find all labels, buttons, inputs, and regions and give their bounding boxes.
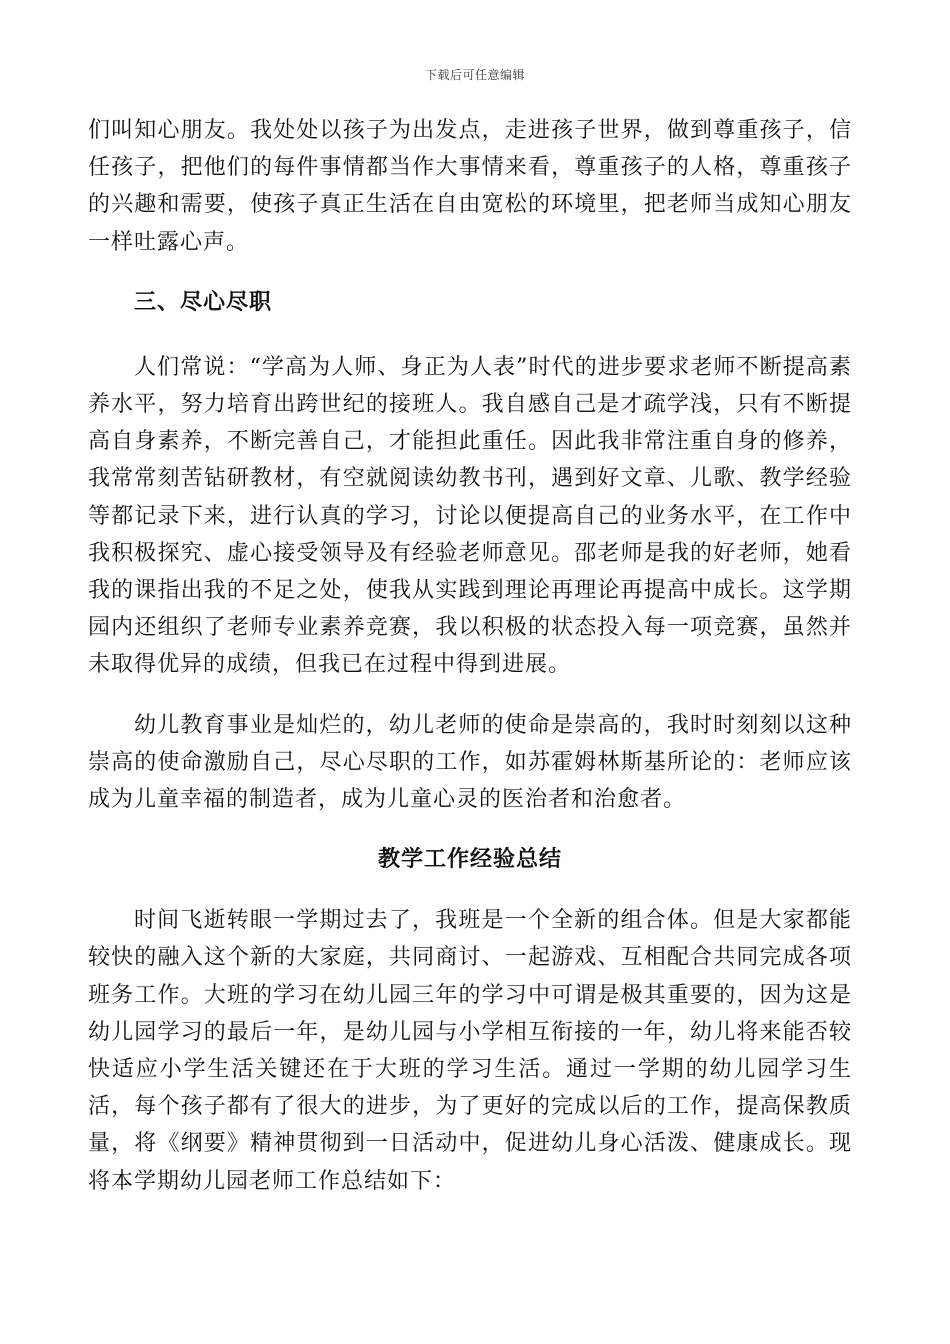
section-heading-3: 三、尽心尽职 — [134, 288, 273, 315]
document-body — [88, 112, 852, 1200]
document-title: 教学工作经验总结 — [377, 846, 562, 873]
paragraph-continuation: 们叫知心朋友。我处处以孩子为出发点，走进孩子世界，做到尊重孩子，信任孩子，把他们的每件事情都当作大事情来看，尊重孩子的人格，尊重孩子的兴趣和需要，使孩子真正生活在自由宽松的环境里，把老师当成知心朋友一样吐露心声。 — [88, 118, 852, 255]
page-header: 下载后可任意编辑 — [424, 68, 525, 82]
paragraph-mission: 幼儿教育事业是灿烂的，幼儿老师的使命是崇高的，我时时刻刻以这种崇高的使命激励自己，尽心尽职的工作，如苏霍姆林斯基所论的：老师应该成为儿童幸福的制造者，成为儿童心灵的医治者和治愈者。 — [88, 712, 852, 813]
paragraph-semester-summary: 时间飞逝转眼一学期过去了，我班是一个全新的组合体。但是大家都能较快的融入这个新的大家庭，共同商讨、一起游戏、互相配合共同完成各项班务工作。大班的学习在幼儿园三年的学习中可谓是极其重要的，因为这是幼儿园学习的最后一年，是幼儿园与小学相互衔接的一年，幼儿将来能否较快适应小学生活关键还在于大班的学习生活。通过一学期的幼儿园学习生活，每个孩子都有了很大的进步，为了更好的完成以后的工作，提高保教质量，将《纲要》精神贯彻到一日活动中，促进幼儿身心活泼、健康成长。现将本学期幼儿园老师工作总结如下： — [88, 908, 852, 1194]
paragraph-self-improvement: 人们常说：“学高为人师、身正为人表”时代的进步要求老师不断提高素养水平，努力培育出跨世纪的接班人。我自感自己是才疏学浅，只有不断提高自身素养，不断完善自己，才能担此重任。因此我非常注重自身的修养，我常常刻苦钻研教材，有空就阅读幼教书刊，遇到好文章、儿歌、教学经验等都记录下来，进行认真的学习，讨论以便提高自己的业务水平，在工作中我积极探究、虚心接受领导及有经验老师意见。邵老师是我的好老师，她看我的课指出我的不足之处，使我从实践到理论再理论再提高中成长。这学期园内还组织了老师专业素养竞赛，我以积极的状态投入每一项竞赛，虽然并未取得优异的成绩，但我已在过程中得到进展。 — [88, 354, 852, 678]
